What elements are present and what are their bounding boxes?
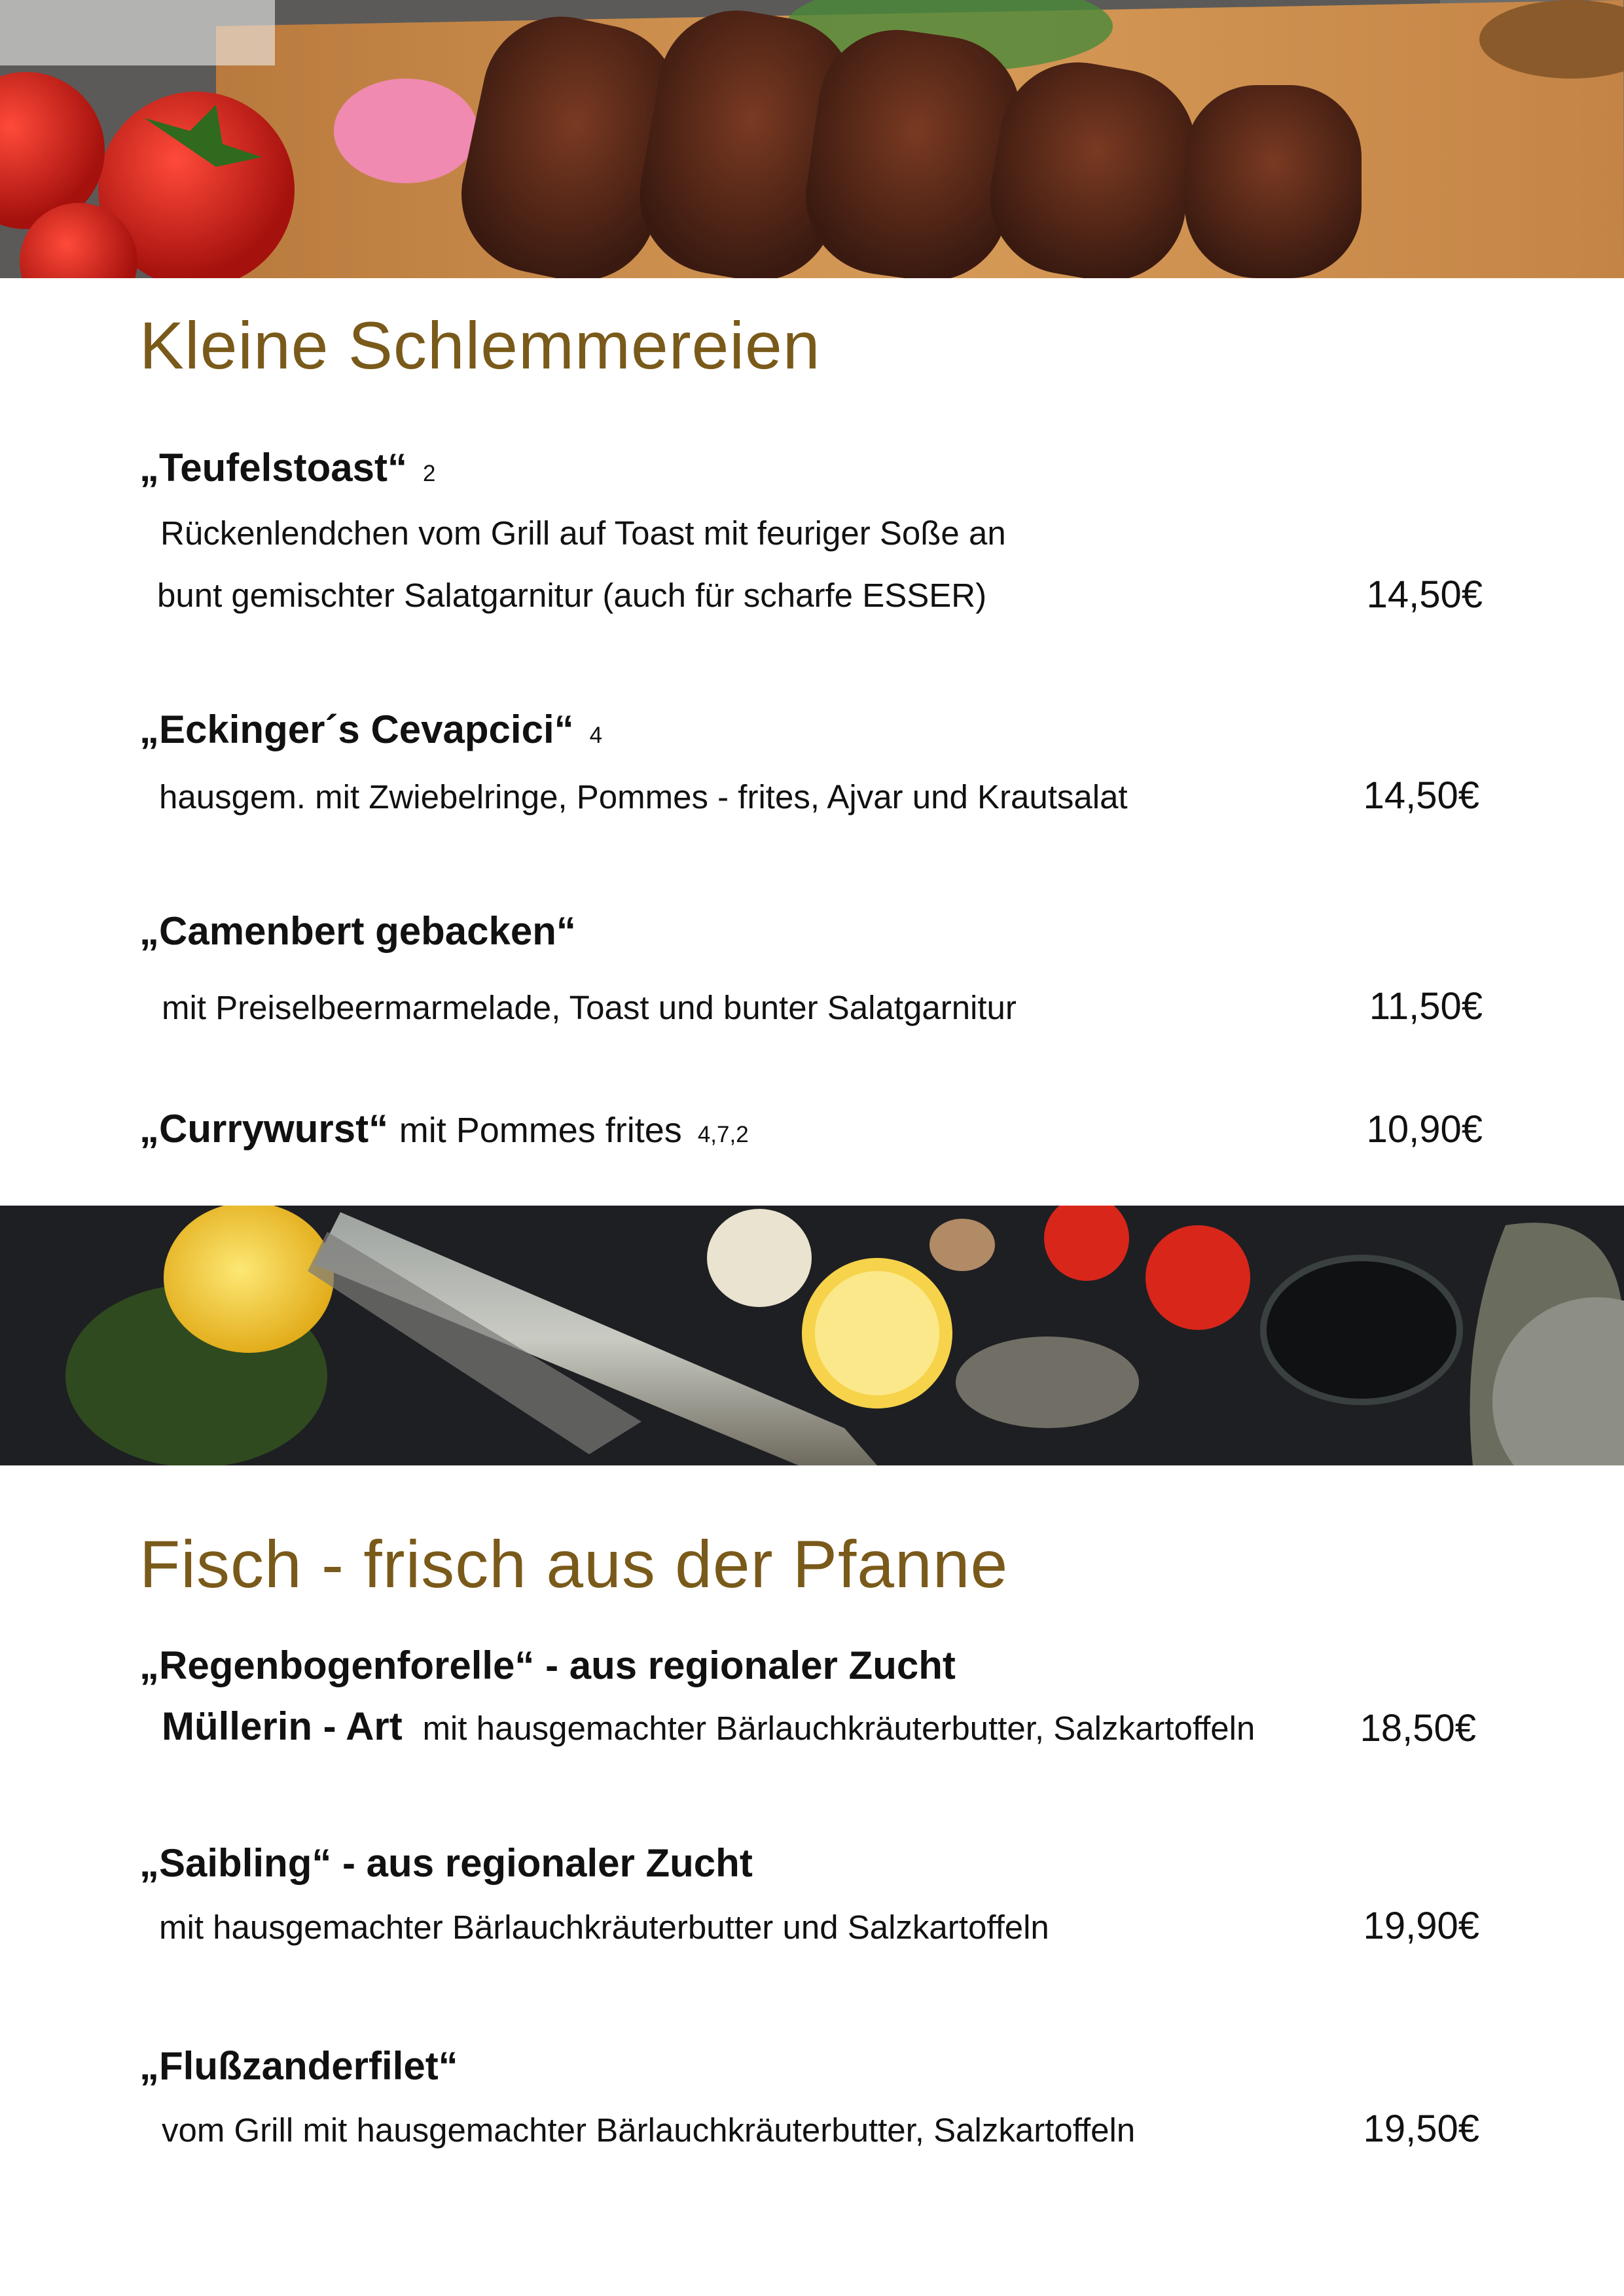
item-name: „Teufelstoast“ xyxy=(139,446,407,490)
menu-item-price: 14,50€ xyxy=(1363,774,1479,817)
menu-item-price: 18,50€ xyxy=(1360,1707,1476,1749)
item-description-text: mit hausgemachter Bärlauchkräuterbutter, Salzkartoffeln xyxy=(422,1710,1255,1747)
menu-item-description: vom Grill mit hausgemachter Bärlauchkräuterbutter, Salzkartoffeln xyxy=(162,2111,1136,2149)
menu-item-title: „Flußzanderfilet“ xyxy=(139,2044,458,2088)
menu-item-description xyxy=(162,1704,1255,1749)
menu-item-description: bunt gemischter Salatgarnitur (auch für scharfe ESSER) xyxy=(157,577,987,614)
menu-item-description: mit Preiselbeermarmelade, Toast und bunter Salatgarnitur xyxy=(162,989,1017,1026)
menu-item-description: Rückenlendchen vom Grill auf Toast mit feuriger Soße an xyxy=(160,514,1006,552)
menu-item-price: 19,90€ xyxy=(1363,1905,1479,1947)
menu-item-price: 10,90€ xyxy=(1366,1108,1483,1151)
section-photo-fish xyxy=(0,1206,1624,1465)
menu-item-description: hausgem. mit Zwiebelringe, Pommes - frites, Ajvar und Krautsalat xyxy=(159,778,1128,816)
section-heading-kleine-schlemmereien: Kleine Schlemmereien xyxy=(139,308,821,383)
menu-item-title: „Camenbert gebacken“ xyxy=(139,909,576,953)
menu-item-title xyxy=(139,1106,749,1151)
item-inline-description: mit Pommes frites xyxy=(399,1111,682,1150)
allergen-note: 4 xyxy=(589,723,603,748)
menu-item-price: 14,50€ xyxy=(1366,573,1483,616)
menu-item-title: „Saibling“ - aus regionaler Zucht xyxy=(139,1841,753,1885)
menu-item-price: 11,50€ xyxy=(1369,985,1483,1028)
menu-item-title: „Regenbogenforelle“ - aus regionaler Zucht xyxy=(139,1643,956,1687)
menu-item-title xyxy=(139,445,435,490)
allergen-note: 4,7,2 xyxy=(697,1122,749,1147)
header-photo-grilled-meat xyxy=(0,0,1624,278)
item-name: „Eckinger´s Cevapcici“ xyxy=(139,708,574,751)
item-name: „Currywurst“ xyxy=(139,1107,389,1151)
menu-item-title xyxy=(139,707,602,752)
allergen-note: 2 xyxy=(422,461,436,486)
item-preparation: Müllerin - Art xyxy=(162,1704,403,1748)
menu-item-price: 19,50€ xyxy=(1363,2108,1479,2150)
section-heading-fisch: Fisch - frisch aus der Pfanne xyxy=(139,1527,1009,1602)
menu-item-description: mit hausgemachter Bärlauchkräuterbutter und Salzkartoffeln xyxy=(159,1909,1049,1946)
